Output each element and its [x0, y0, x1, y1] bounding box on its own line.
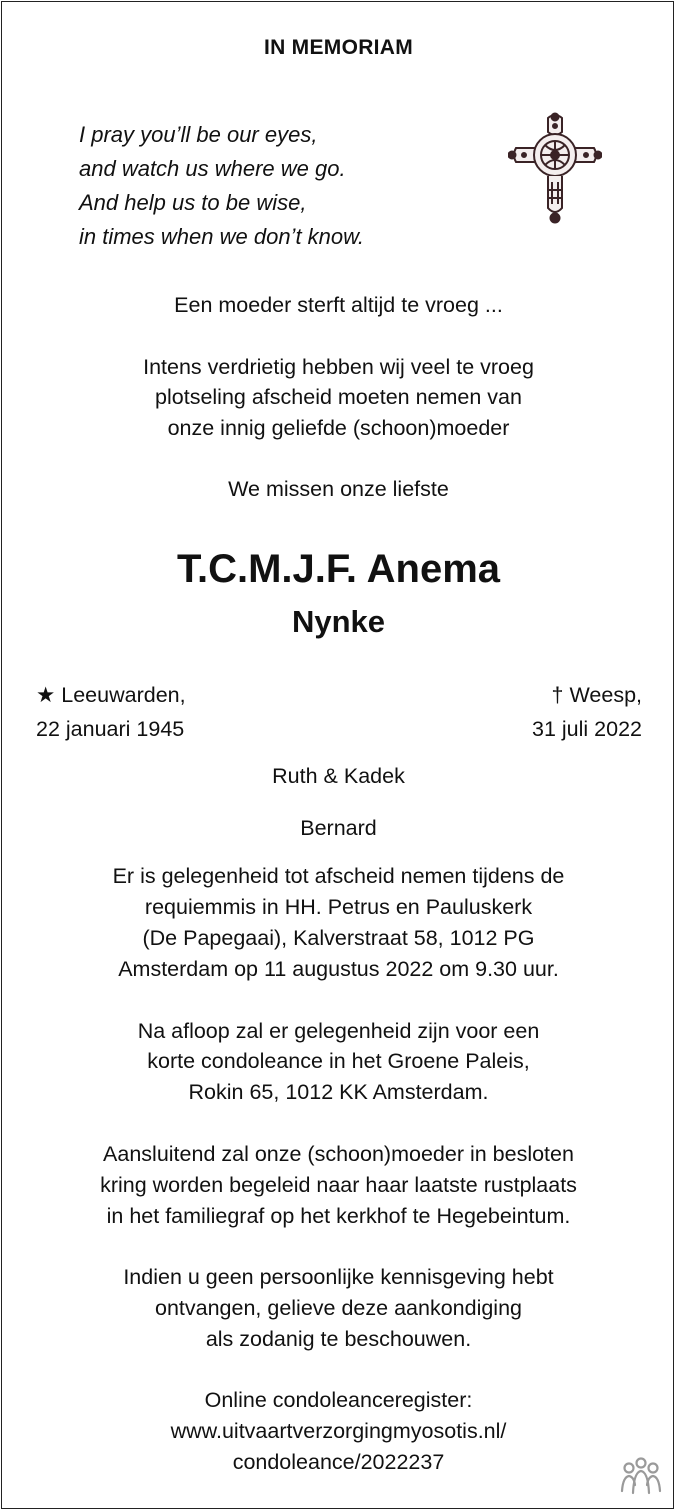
online-register-label: Online condoleanceregister:: [204, 1388, 473, 1412]
poem-line: I pray you’ll be our eyes,: [79, 122, 318, 147]
condolence-line: korte condoleance in het Groene Paleis,: [147, 1049, 530, 1073]
message-line: plotseling afscheid moeten nemen van: [155, 385, 522, 409]
burial-line: kring worden begeleid naar haar laatste rustplaats: [100, 1173, 577, 1197]
deceased-name: T.C.M.J.F. Anema: [176, 547, 501, 591]
poem-line: and watch us where we go.: [79, 156, 346, 181]
message-line: onze innig geliefde (schoon)moeder: [167, 416, 510, 440]
notice-line: ontvangen, gelieve deze aankondiging: [155, 1296, 522, 1320]
ornate-cross-icon: [508, 112, 602, 226]
farewell-line: Er is gelegenheid tot afscheid nemen tijdens de: [112, 864, 565, 888]
death-place: Weesp,: [569, 683, 642, 707]
notice-line: Indien u geen persoonlijke kennisgeving hebt: [123, 1265, 554, 1289]
poem-line: in times when we don’t know.: [79, 224, 364, 249]
miss-line: We missen onze liefste: [228, 477, 449, 501]
death-place-row: [532, 678, 642, 712]
online-register-url: www.uitvaartverzorgingmyosotis.nl/: [170, 1419, 507, 1443]
poem-line: And help us to be wise,: [79, 190, 307, 215]
birth-info: [36, 678, 186, 746]
deceased-nickname: Nynke: [291, 604, 386, 639]
family-line: Bernard: [300, 816, 377, 840]
online-register-url: condoleance/2022237: [232, 1450, 445, 1474]
death-info: [532, 678, 642, 746]
condolence-line: Na afloop zal er gelegenheid zijn voor een: [137, 1019, 540, 1043]
farewell-line: (De Papegaai), Kalverstraat 58, 1012 PG: [142, 926, 535, 950]
family-line: Ruth & Kadek: [272, 764, 405, 788]
poem: [79, 118, 364, 254]
notice-line: als zodanig te beschouwen.: [205, 1327, 472, 1351]
burial-line: in het familiegraf op het kerkhof te Hegebeintum.: [106, 1204, 571, 1228]
message-line: Intens verdrietig hebben wij veel te vroeg: [143, 355, 534, 379]
condolence-line: Rokin 65, 1012 KK Amsterdam.: [188, 1080, 489, 1104]
birth-place-row: [36, 678, 186, 712]
death-date: 31 juli 2022: [532, 717, 642, 741]
birth-date: 22 januari 1945: [36, 717, 185, 741]
dagger-icon: †: [551, 683, 564, 707]
star-icon: ★: [36, 683, 56, 707]
heading-in-memoriam: IN MEMORIAM: [263, 36, 414, 59]
people-group-logo-icon: [619, 1457, 663, 1497]
intro-line: Een moeder sterft altijd te vroeg ...: [174, 293, 503, 317]
burial-line: Aansluitend zal onze (schoon)moeder in besloten: [103, 1142, 574, 1166]
farewell-line: requiemmis in HH. Petrus en Pauluskerk: [144, 895, 533, 919]
farewell-line: Amsterdam op 11 augustus 2022 om 9.30 uur.: [118, 957, 559, 981]
birth-place: Leeuwarden,: [61, 683, 186, 707]
